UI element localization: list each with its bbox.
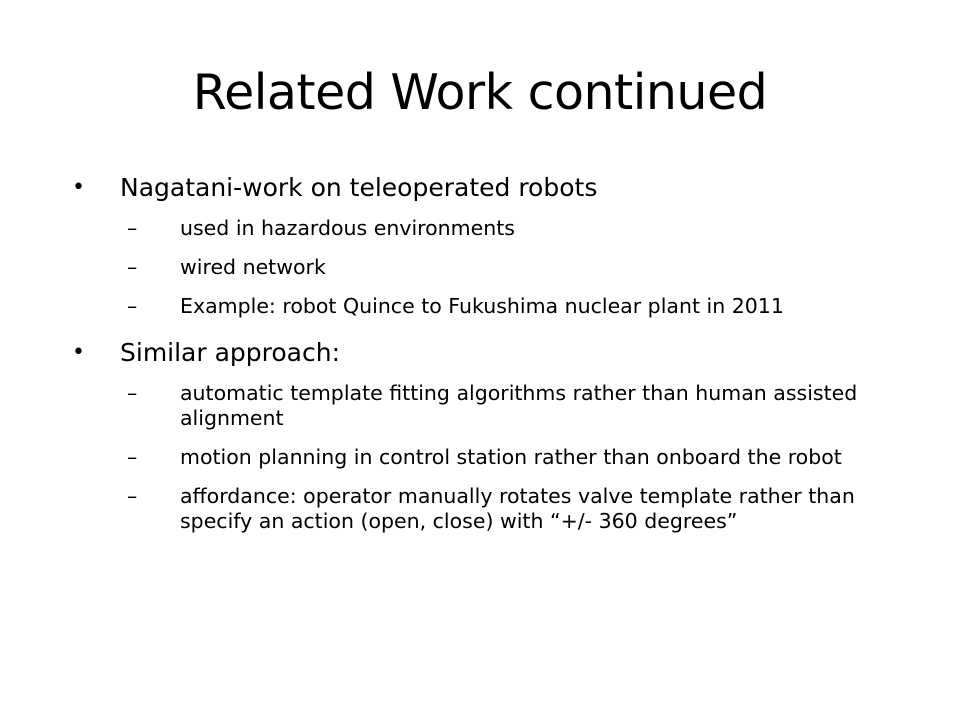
sub-bullet-list	[72, 216, 912, 319]
sub-bullet-item	[72, 294, 912, 319]
sub-bullet-item	[72, 381, 912, 431]
dash-icon: –	[127, 216, 138, 240]
sub-bullet-item	[72, 445, 912, 470]
sub-bullet-text: used in hazardous environments	[180, 216, 515, 240]
dash-icon: –	[127, 445, 138, 469]
bullet-icon: •	[72, 340, 85, 365]
bullet-text: Nagatani-work on teleoperated robots	[120, 173, 598, 202]
sub-bullet-text: motion planning in control station rather than onboard the robot	[180, 445, 842, 469]
dash-icon: –	[127, 381, 138, 405]
bullet-icon: •	[72, 175, 85, 200]
sub-bullet-item	[72, 484, 912, 534]
sub-bullet-list	[72, 381, 912, 534]
sub-bullet-text: automatic template fitting algorithms rather than human assisted alignment	[180, 381, 858, 430]
sub-bullet-text: wired network	[180, 255, 326, 279]
sub-bullet-item	[72, 255, 912, 280]
sub-bullet-item	[72, 216, 912, 241]
bullet-item	[72, 333, 912, 373]
dash-icon: –	[127, 255, 138, 279]
slide-title: Related Work continued	[192, 64, 768, 121]
sub-bullet-text: affordance: operator manually rotates valve template rather than specify an action (open, close) with “+/- 360 degrees”	[180, 484, 855, 533]
bullet-text: Similar approach:	[120, 338, 341, 367]
sub-bullet-text: Example: robot Quince to Fukushima nuclear plant in 2011	[180, 294, 784, 318]
dash-icon: –	[127, 484, 138, 508]
slide-content	[72, 168, 912, 548]
dash-icon: –	[127, 294, 138, 318]
bullet-item	[72, 168, 912, 208]
